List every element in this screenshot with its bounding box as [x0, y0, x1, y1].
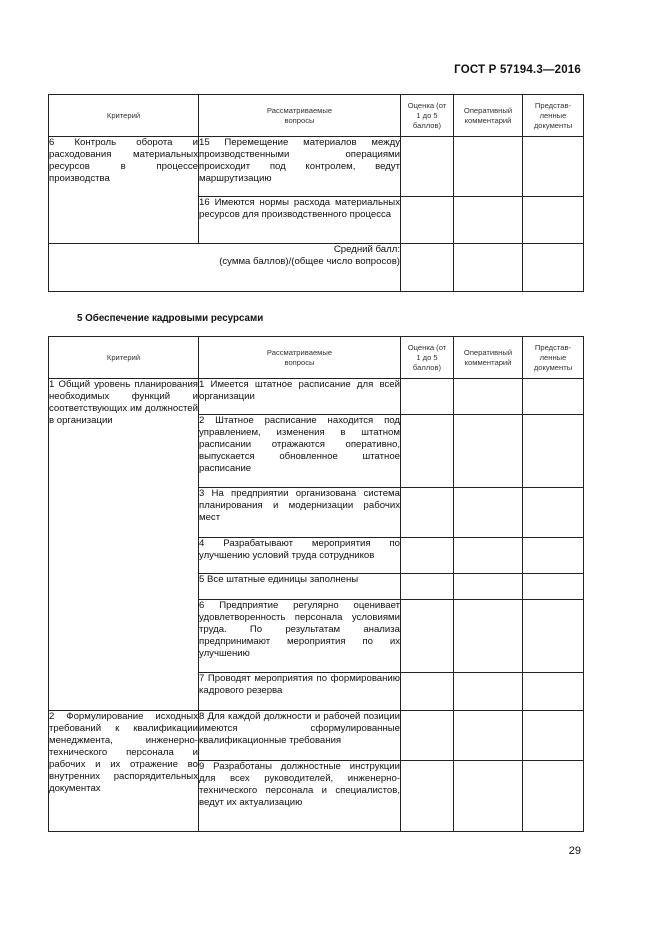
documents-cell[interactable] [523, 379, 584, 415]
question-cell: 7 Проводят мероприятия по формированию кадрового резерва [199, 673, 401, 711]
documents-cell[interactable] [523, 711, 584, 761]
table-header-row [49, 95, 584, 137]
score-cell[interactable] [401, 488, 454, 538]
col-header-score: Оценка (от 1 до 5 баллов) [401, 337, 454, 379]
comment-cell[interactable] [454, 379, 523, 415]
documents-cell[interactable] [523, 761, 584, 832]
comment-cell[interactable] [454, 761, 523, 832]
score-cell[interactable] [401, 600, 454, 673]
score-cell[interactable] [401, 538, 454, 574]
table-header-row [49, 337, 584, 379]
table-row [49, 137, 584, 197]
question-cell: 16 Имеются нормы расхода материальных ресурсов для производственного процесса [199, 197, 401, 244]
table-row [49, 711, 584, 761]
col-header-comment: Оперативный комментарий [454, 95, 523, 137]
comment-cell[interactable] [454, 197, 523, 244]
col-header-documents: Представ-ленные документы [523, 95, 584, 137]
score-cell[interactable] [401, 197, 454, 244]
documents-cell[interactable] [523, 137, 584, 197]
comment-cell[interactable] [454, 244, 523, 292]
document-id: ГОСТ Р 57194.3—2016 [454, 64, 581, 76]
score-cell[interactable] [401, 415, 454, 488]
section-title: 5 Обеспечение кадровыми ресурсами [77, 313, 264, 324]
comment-cell[interactable] [454, 574, 523, 600]
score-cell[interactable] [401, 673, 454, 711]
comment-cell[interactable] [454, 711, 523, 761]
col-header-criterion: Критерий [49, 95, 199, 137]
question-cell: 2 Штатное расписание находится под управлением, изменения в штатном расписании отражаются оперативно, выпускается обновленное штатное расписание [199, 415, 401, 488]
average-score-label: Средний балл: (сумма баллов)/(общее число вопросов) [49, 244, 401, 292]
col-header-questions: Рассматриваемые вопросы [199, 95, 401, 137]
criterion-cell: 6 Контроль оборота и расходования материальных ресурсов в процессе производства [49, 137, 199, 244]
question-cell: 6 Предприятие регулярно оценивает удовлетворенность персонала условиями труда. По результатам анализа предпринимают мероприятия по их улучшению [199, 600, 401, 673]
average-row [49, 244, 584, 292]
criterion-cell: 2 Формулирование исходных требований к квалификации менеджмента, инженерно-технического персонала и рабочих и их отражение во внутренних распорядительных документах [49, 711, 199, 832]
documents-cell[interactable] [523, 538, 584, 574]
comment-cell[interactable] [454, 137, 523, 197]
comment-cell[interactable] [454, 488, 523, 538]
score-cell[interactable] [401, 137, 454, 197]
documents-cell[interactable] [523, 574, 584, 600]
col-header-documents: Представ-ленные документы [523, 337, 584, 379]
comment-cell[interactable] [454, 415, 523, 488]
assessment-table-2 [48, 336, 584, 832]
comment-cell[interactable] [454, 538, 523, 574]
score-cell[interactable] [401, 379, 454, 415]
page-number: 29 [568, 845, 581, 857]
table-row [49, 379, 584, 415]
col-header-comment: Оперативный комментарий [454, 337, 523, 379]
question-cell: 5 Все штатные единицы заполнены [199, 574, 401, 600]
documents-cell[interactable] [523, 600, 584, 673]
comment-cell[interactable] [454, 673, 523, 711]
documents-cell[interactable] [523, 244, 584, 292]
average-score-cell[interactable] [401, 244, 454, 292]
question-cell: 9 Разработаны должностные инструкции для всех руководителей, инженерно-технического персонала и специалистов, ведут их актуализацию [199, 761, 401, 832]
question-cell: 15 Перемещение материалов между производственными операциями происходит под контролем, ведут маршрутизацию [199, 137, 401, 197]
col-header-criterion: Критерий [49, 337, 199, 379]
question-cell: 1 Имеется штатное расписание для всей организации [199, 379, 401, 415]
documents-cell[interactable] [523, 488, 584, 538]
question-cell: 3 На предприятии организована система планирования и модернизации рабочих мест [199, 488, 401, 538]
col-header-score: Оценка (от 1 до 5 баллов) [401, 95, 454, 137]
criterion-cell: 1 Общий уровень планирования необходимых функций и соответствующих им должностей в организации [49, 379, 199, 711]
question-cell: 8 Для каждой должности и рабочей позиции имеются сформулированные квалификационные требования [199, 711, 401, 761]
comment-cell[interactable] [454, 600, 523, 673]
score-cell[interactable] [401, 574, 454, 600]
score-cell[interactable] [401, 711, 454, 761]
col-header-questions: Рассматриваемые вопросы [199, 337, 401, 379]
question-cell: 4 Разрабатывают мероприятия по улучшению условий труда сотрудников [199, 538, 401, 574]
score-cell[interactable] [401, 761, 454, 832]
documents-cell[interactable] [523, 197, 584, 244]
documents-cell[interactable] [523, 415, 584, 488]
assessment-table-1 [48, 94, 584, 292]
documents-cell[interactable] [523, 673, 584, 711]
